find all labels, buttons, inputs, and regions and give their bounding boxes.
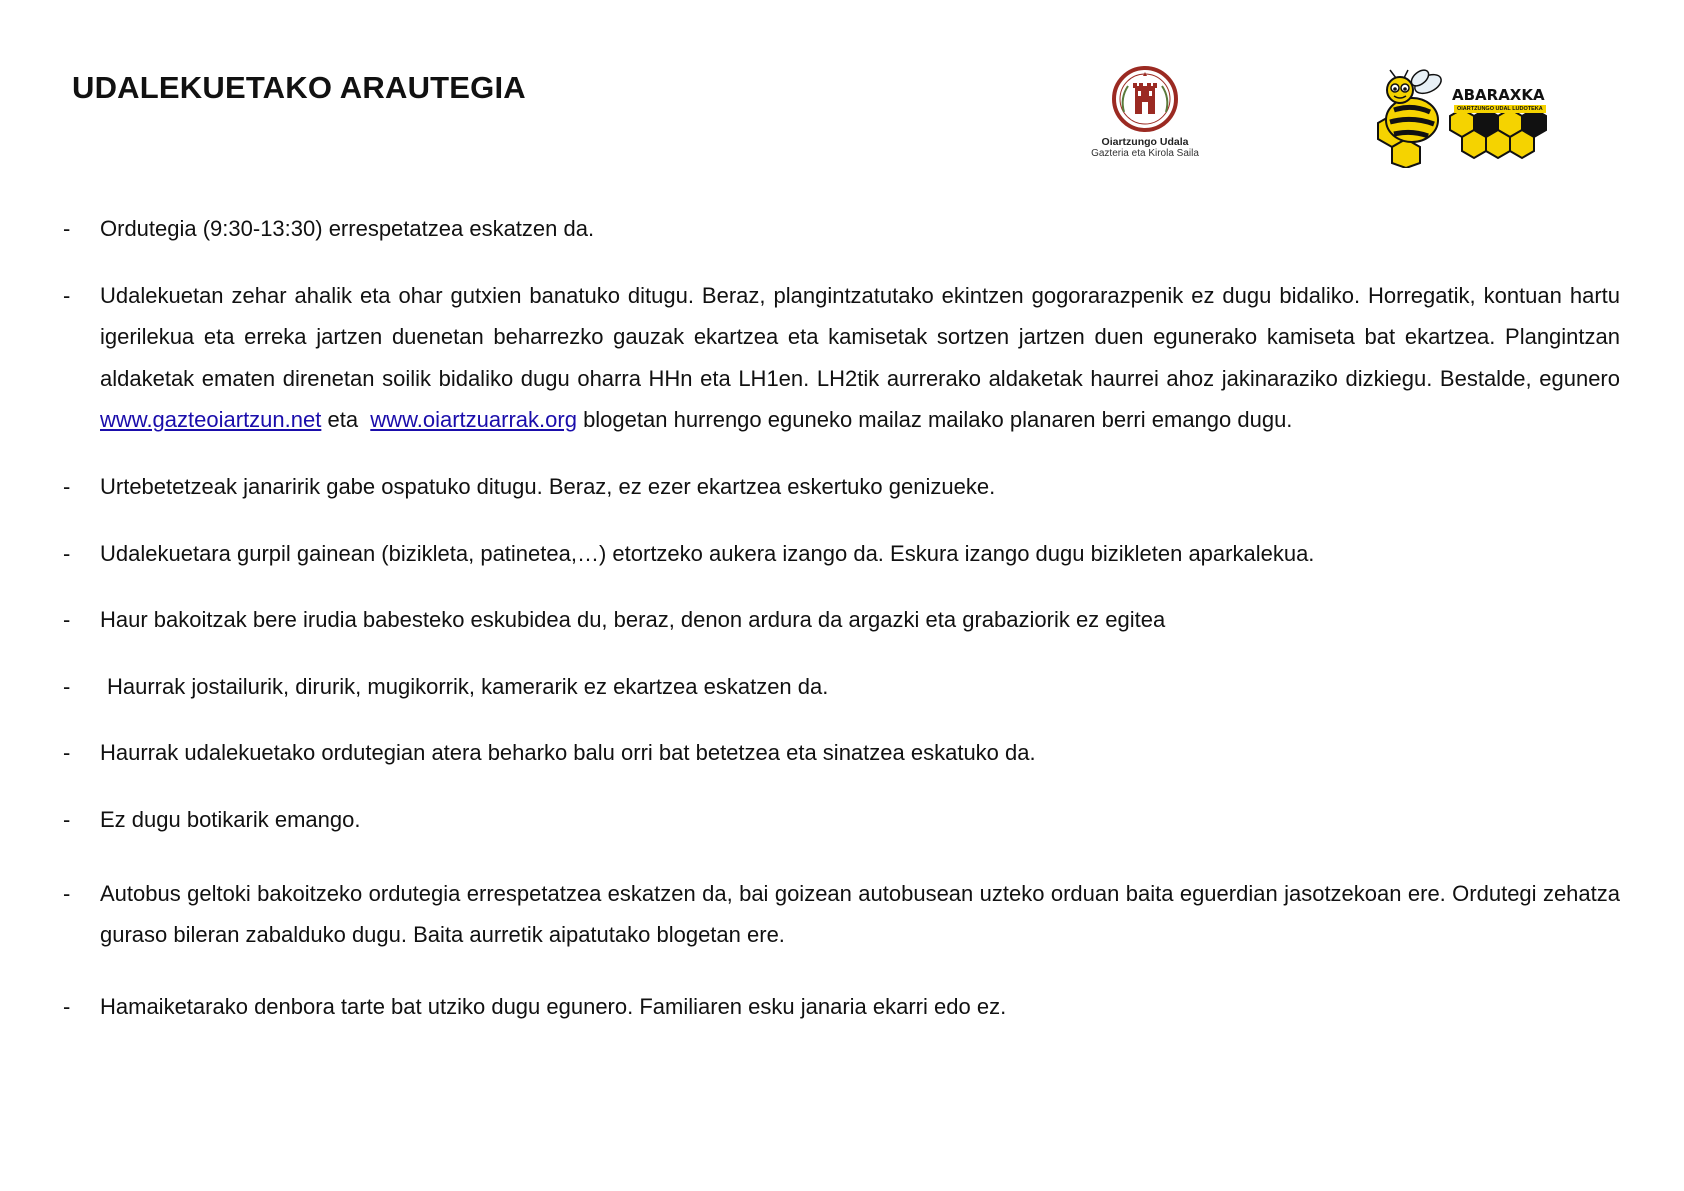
abaraxka-logo: [1370, 68, 1555, 168]
rule-text: Urtebetetzeak janaririk gabe ospatuko ditugu. Beraz, ez ezer ekartzea eskertuko genizueke.: [100, 473, 996, 499]
list-dash: -: [63, 880, 71, 906]
town-crest-icon: [1110, 66, 1180, 132]
abaraxka-name: ABARAXKA: [1452, 86, 1545, 104]
list-item: [60, 666, 1620, 708]
rule-text-part: blogetan hurrengo eguneko mailaz mailako planaren berri emango dugu.: [583, 407, 1293, 433]
gazteoiartzun-link[interactable]: www.gazteoiartzun.net: [100, 407, 322, 433]
list-item: [60, 986, 1620, 1028]
town-name: Oiartzungo Udala: [1101, 136, 1189, 148]
rule-text: Haur bakoitzak bere irudia babesteko eskubidea du, beraz, denon ardura da argazki eta grabaziorik ez egitea: [100, 607, 1166, 633]
rule-text: Haurrak udalekuetako ordutegian atera beharko balu orri bat betetzea eta sinatzea eskatuko da.: [100, 740, 1036, 766]
list-item: [60, 208, 1620, 250]
rules-list: [60, 208, 1620, 1027]
rule-text: Ez dugu botikarik emango.: [100, 806, 361, 832]
list-item: [60, 466, 1620, 508]
rule-text: [100, 275, 1620, 441]
rule-text: Hamaiketarako denbora tarte bat utziko dugu egunero. Familiaren esku janaria ekarri edo ez.: [100, 993, 1007, 1019]
bee-honeycomb-icon: [1370, 68, 1555, 168]
town-department: Gazteria eta Kirola Saila: [1091, 148, 1199, 159]
abaraxka-subtitle: OIARTZUNGO UDAL LUDOTEKA: [1454, 105, 1546, 113]
list-dash: -: [63, 607, 71, 633]
list-dash: -: [63, 673, 71, 699]
list-item: [60, 732, 1620, 774]
list-dash: -: [63, 282, 71, 308]
list-dash: -: [63, 993, 71, 1019]
list-item: [60, 533, 1620, 575]
list-item: [60, 799, 1620, 841]
rule-text: Ordutegia (9:30-13:30) errespetatzea eskatzen da.: [100, 216, 595, 241]
list-dash: -: [63, 540, 71, 566]
page-title: UDALEKUETAKO ARAUTEGIA: [72, 70, 526, 105]
list-item: [60, 599, 1620, 641]
rule-text: Autobus geltoki bakoitzeko ordutegia errespetatzea eskatzen da, bai goizean autobusean uzteko orduan baita eguerdian jasotzekoan ere. Ordutegi zehatza guraso bileran zabalduko dugu. Baita aurretik aipatutako blogetan ere.: [100, 880, 1620, 948]
rule-text-part: eta: [327, 407, 359, 433]
rule-text-part: Udalekuetan zehar ahalik eta ohar gutxien banatuko ditugu. Beraz, plangintzatutako ekintzen gogorarazpenik ez dugu bidaliko. Horregatik, kontuan hartu igerilekua eta erreka jartzen duenetan beharrezko gauzak ekartzea eta kamisetak sortzen jartzen duen egunerako kamiseta bat ekartzea. Plangintzan aldaketak ematen direnetan soilik bidaliko dugu oharra HHn eta LH1en. LH2tik aurrerako aldaketak haurrei ahoz jakinaraziko dizkiegu. Bestalde, egunero: [100, 282, 1620, 391]
rule-text: Haurrak jostailurik, dirurik, mugikorrik, kamerarik ez ekartzea eskatzen da.: [107, 673, 829, 699]
list-item: [60, 873, 1620, 956]
oiartzuarrak-link[interactable]: www.oiartzuarrak.org: [370, 407, 577, 433]
list-dash: -: [63, 216, 71, 241]
list-dash: -: [63, 806, 71, 832]
list-dash: -: [63, 740, 71, 766]
oiartzungo-udala-logo: [1080, 66, 1210, 168]
rule-text: Udalekuetara gurpil gainean (bizikleta, patinetea,…) etortzeko aukera izango da. Eskura izango dugu bizikleten aparkalekua.: [100, 540, 1315, 566]
list-dash: -: [63, 473, 71, 499]
list-item: [60, 275, 1620, 441]
